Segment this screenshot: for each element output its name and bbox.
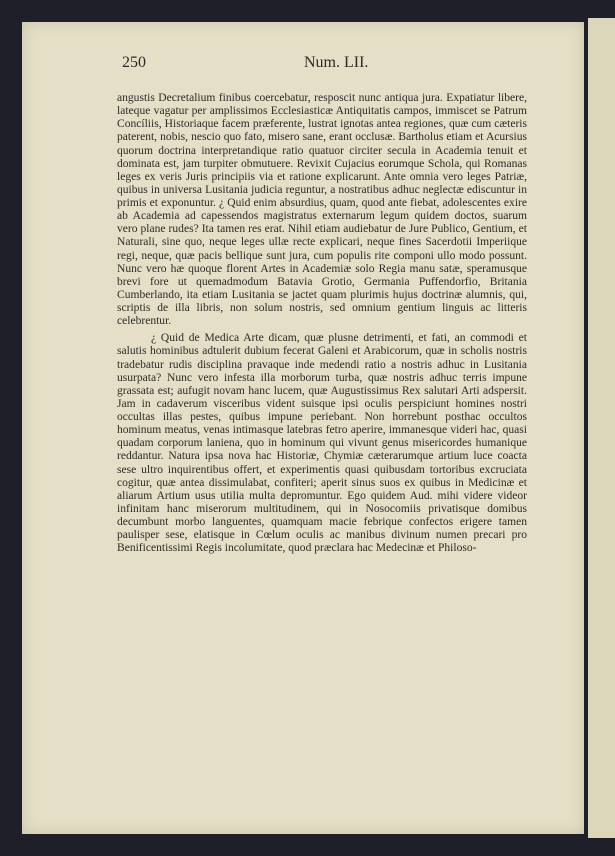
- page-header: [122, 54, 532, 78]
- running-head: Num. LII.: [304, 54, 369, 71]
- body-text: [117, 92, 527, 555]
- paragraph-medicine: ¿ Quid de Medica Arte dicam, quæ plusne detrimenti, et fati, an commodi et salutis hominibus adtulerit dubium fecerat Galeni et Arabicorum, quæ in scholis nostris tradebatur rudis disciplina pravaque inde medendi ratio a nostris adhuc in Lusitania usurpata? Nunc vero infesta illa morborum turba, quæ nostris adhuc terris impune grassata est; aufugit novam hanc lucem, quæ Augustissimus Rex salutari Arti adspersit. Jam in cadaverum visceribus vident suisque ipsi oculis perspiciunt homines nostri occultas illas pestes, quibus impune periebant. Non horrebunt posthac occultos hominum meatus, venas intimasque latebras fetro aperire, immanesque videri hac, quasi quadam corporum laniena, quo in hominum qui vivunt genus misericordes humanique reddantur. Natura ipsa nova hac Historiæ, Chymiæ cæterarumque artium luce coacta sese ultro inquirentibus offert, et experimentis quasi quibusdam tortoribus excruciata cogitur, quæ antea dissimulabat, confiteri; aperit sinus suos ex quibus in Medicinæ et aliarum Artium usus utilia multa depromuntur. Ego quidem Aud. mihi videre videor infinitam hanc miserorum multitudinem, qui in Nosocomiis privatisque domibus decumbunt morbo languentes, quamquam macie febrique confectos erigere tamen paulisper sese, elatisque in Cœlum oculis ac manibus divinum numen precari pro Benificentissimi Regis incolumitate, quod præclara hac Medecinæ et Philoso-: [117, 332, 527, 555]
- page-number: 250: [122, 54, 146, 71]
- paragraph-law: angustis Decretalium finibus coercebatur, resposcit nunc antiqua jura. Expatiatur libere, lateque vagatur per amplissimos Ecclesiasticæ Antiquitatis campos, immiscet se Patrum Concíliis, Historiaque facem præferente, lustrat ignotas antea regiones, quæ cum cæteris paterent, nobis, nescio quo fato, misero sane, erant occlusæ. Bartholus etiam et Acursius quorum doctrina interpretandique ratio quatuor circiter secula in Academia tenuit et dominata est, jam turpiter obmutuere. Revixit Cujacius eorumque Schola, qui Romanas leges ex veris Juris principiis via et ratione explicarunt. Ante omnia vero leges Patriæ, quibus in universa Lusitania judicia reguntur, a nostratibus adhuc neglectæ ediscuntur in primis et exponuntur. ¿ Quid enim absurdius, quam, quod ante fiebat, adolescentes exire ab Academia ad capessendos magistratus externarum legum quidem doctos, suarum vero plane rudes? Ita tamen res erat. Nihil etiam audiebatur de Jure Publico, Gentium, et Naturali, sine quo, neque leges ullæ recte explicari, neque fines Sacerdotii Imperiique regi, neque, quæ pacis bellique sunt jura, cum populis rite componi ullo modo possunt. Nunc vero hæ quoque florent Artes in Academiæ solo Regia manu satæ, speramusque brevi fore ut quemadmodum Batavia Grotio, Germania Puffendorfio, Britania Cumberlando, ita etiam Lusitania se jactet quam plurimis hujus doctrinæ alumnis, qui, scriptis de illa libris, non solum nostris, sed omnium gentium linguis ac litteris celebrentur.: [117, 92, 527, 328]
- adjacent-page-edge: [588, 18, 615, 838]
